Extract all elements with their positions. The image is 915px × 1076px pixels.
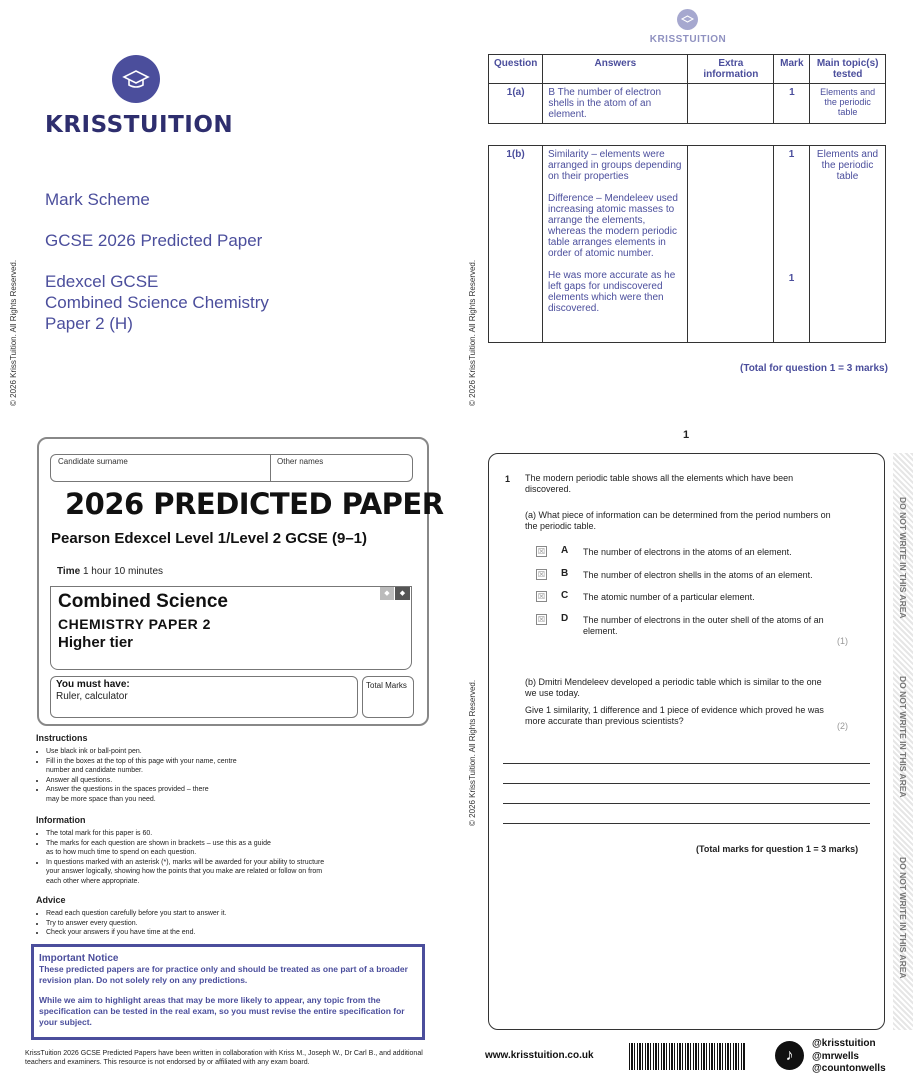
option-letter: C	[561, 590, 569, 601]
header-answers: Answers	[543, 55, 688, 84]
row2-topic: Elements and the periodic table	[810, 146, 886, 343]
notice-heading: Important Notice	[39, 953, 119, 964]
page-number: 1	[683, 429, 690, 441]
row2-question: 1(b)	[489, 146, 543, 343]
option-checkbox[interactable]: ☒	[537, 547, 546, 556]
graduation-cap-icon	[677, 9, 698, 30]
information-list	[36, 829, 326, 886]
cover-logo-circle	[112, 55, 160, 103]
option-checkbox[interactable]: ☒	[537, 615, 546, 624]
mark-allocation-b: (2)	[837, 721, 848, 731]
copyright-vertical: © 2026 KrissTuition. All Rights Reserved.	[9, 259, 18, 406]
row1-extra	[688, 84, 774, 124]
advice-heading: Advice	[36, 895, 66, 905]
row2-answer-similarity: Similarity – elements were arranged in groups depending on their properties	[548, 149, 682, 182]
row2-answer-difference: Difference – Mendeleev used increasing atomic masses to arrange the elements, whereas the modern periodic table arranges elements in order of atomic number.	[548, 193, 678, 259]
mark-scheme-total: (Total for question 1 = 3 marks)	[740, 363, 888, 374]
diamond-icon: ◆	[380, 587, 394, 600]
information-heading: Information	[36, 815, 86, 825]
row1-answer: B The number of electron shells in the atom of an element.	[543, 84, 688, 124]
row1-topic: Elements and the periodic table	[810, 84, 886, 124]
option-letter: D	[561, 613, 569, 624]
social-handle[interactable]: @krisstuition	[812, 1038, 876, 1049]
option-text: The number of electrons in the outer shell of the atoms of an element.	[583, 615, 824, 636]
social-handle[interactable]: @countonwells	[812, 1063, 886, 1074]
instruction-item: • Fill in the boxes at the top of this page with your name, centre number and candidate number.	[46, 757, 246, 776]
small-logo-circle	[677, 9, 698, 30]
row2-mark-2: 1	[788, 273, 795, 284]
advice-item: • Read each question carefully before you start to answer it.	[46, 909, 406, 919]
option-checkbox[interactable]: ☒	[537, 570, 546, 579]
advice-list	[36, 909, 406, 938]
instructions-heading: Instructions	[36, 733, 88, 743]
cover-subtitle: GCSE 2026 Predicted Paper	[45, 231, 263, 250]
must-have-label: You must have:	[56, 679, 130, 690]
exam-time	[57, 566, 163, 577]
header-question: Question	[489, 55, 543, 84]
option-text: The number of electrons in the atoms of an element.	[583, 547, 792, 557]
instruction-item: • Answer all questions.	[46, 776, 406, 786]
brand-logo-text: KRISSTUITION	[45, 112, 234, 138]
mark-scheme-table	[488, 54, 886, 124]
cover-title: Mark Scheme	[45, 190, 150, 209]
website-url[interactable]: www.krisstuition.co.uk	[485, 1050, 594, 1061]
question-number: 1	[505, 474, 511, 484]
notice-paragraph-2: While we aim to highlight areas that may be more likely to appear, any topic from the specification can be tested in the real exam, so you must revise the entire specification for your subject.	[39, 995, 405, 1027]
instructions-list	[36, 747, 406, 804]
exam-title: 2026 PREDICTED PAPER	[65, 487, 444, 521]
time-value: 1 hour 10 minutes	[82, 566, 164, 577]
time-label: Time	[57, 566, 81, 577]
information-item: • In questions marked with an asterisk (*), marks will be awarded for your ability to structure your answer logically, showing how the points that you make are related or follow on from each other where appropriate.	[46, 858, 326, 887]
header-extra: Extra information	[688, 55, 774, 84]
row1-mark: 1	[774, 84, 810, 124]
question-total: (Total marks for question 1 = 3 marks)	[696, 844, 859, 854]
question-stem: The modern periodic table shows all the elements which have been discovered.	[525, 473, 794, 494]
row2-mark-1: 1	[788, 149, 795, 160]
tiktok-icon[interactable]: ♪	[775, 1041, 804, 1070]
exam-paper: CHEMISTRY PAPER 2	[58, 616, 211, 632]
exam-tier: Higher tier	[58, 634, 134, 651]
do-not-write-label: DO NOT WRITE IN THIS AREA	[898, 857, 908, 979]
do-not-write-label: DO NOT WRITE IN THIS AREA	[898, 497, 908, 619]
graduation-cap-icon	[112, 55, 160, 103]
option-letter: A	[561, 545, 569, 556]
advice-item: • Try to answer every question.	[46, 919, 406, 929]
total-marks-label: Total Marks	[366, 681, 407, 690]
important-notice-box	[31, 944, 425, 1040]
row2-answer	[543, 146, 688, 343]
answer-line[interactable]	[503, 783, 870, 784]
row2-answer-evidence: He was more accurate as he left gaps for undiscovered elements which were then discovered.	[548, 270, 676, 314]
notice-paragraph-1: These predicted papers are for practice only and should be treated as one part of a broader revision plan. Do not solely rely on any predictions.	[39, 964, 408, 985]
mark-allocation-a: (1)	[837, 636, 848, 646]
row2-extra	[688, 146, 774, 343]
front-footer: KrissTuition 2026 GCSE Predicted Papers have been written in collaboration with Kriss M., Joseph W., Dr Carl B., and additional teachers and examiners. This resource is not endorsed by or affiliated with any exam board.	[25, 1050, 423, 1066]
question-frame	[488, 453, 885, 1030]
instruction-item: • Use black ink or ball-point pen.	[46, 747, 406, 757]
social-handle[interactable]: @mrwells	[812, 1051, 859, 1062]
diamond-icon-dark: ◆	[395, 587, 410, 600]
cover-paper: Paper 2 (H)	[45, 314, 133, 333]
information-item: • The total mark for this paper is 60.	[46, 829, 326, 839]
header-topic: Main topic(s) tested	[810, 55, 886, 84]
other-names-label: Other names	[277, 457, 324, 466]
copyright-vertical-2: © 2026 KrissTuition. All Rights Reserved.	[468, 259, 477, 406]
do-not-write-label: DO NOT WRITE IN THIS AREA	[898, 676, 908, 798]
answer-line[interactable]	[503, 763, 870, 764]
advice-item: • Check your answers if you have time at the end.	[46, 928, 406, 938]
copyright-vertical-3: © 2026 KrissTuition. All Rights Reserved.	[468, 679, 477, 826]
instruction-item: • Answer the questions in the spaces provided – there may be more space than you need.	[46, 785, 216, 804]
option-text: The atomic number of a particular element.	[583, 592, 755, 602]
answer-line[interactable]	[503, 803, 870, 804]
candidate-surname-label: Candidate surname	[58, 457, 128, 466]
option-text: The number of electron shells in the atoms of an element.	[583, 570, 813, 580]
question-part-b: (b) Dmitri Mendeleev developed a periodic table which is similar to the one we use today.	[525, 677, 822, 698]
exam-board: Pearson Edexcel Level 1/Level 2 GCSE (9–1)	[51, 530, 367, 547]
option-checkbox[interactable]: ☒	[537, 592, 546, 601]
must-have-value: Ruler, calculator	[56, 691, 128, 702]
barcode	[629, 1043, 746, 1070]
cover-subject: Combined Science Chemistry	[45, 293, 269, 312]
answer-line[interactable]	[503, 823, 870, 824]
question-part-a: (a) What piece of information can be determined from the period numbers on the periodic table.	[525, 510, 831, 531]
question-part-b-instruction: Give 1 similarity, 1 difference and 1 piece of evidence which proved he was more accurate than previous scientists?	[525, 705, 824, 726]
row1-question: 1(a)	[489, 84, 543, 124]
row2-mark	[774, 146, 810, 343]
information-item: • The marks for each question are shown in brackets – use this as a guide as to how much time to spend on each question.	[46, 839, 276, 858]
mark-scheme-table-2	[488, 145, 886, 343]
option-letter: B	[561, 568, 569, 579]
small-brand-text: KRISSTUITION	[649, 34, 727, 45]
header-mark: Mark	[774, 55, 810, 84]
exam-subject: Combined Science	[58, 591, 228, 612]
cover-board: Edexcel GCSE	[45, 272, 159, 291]
